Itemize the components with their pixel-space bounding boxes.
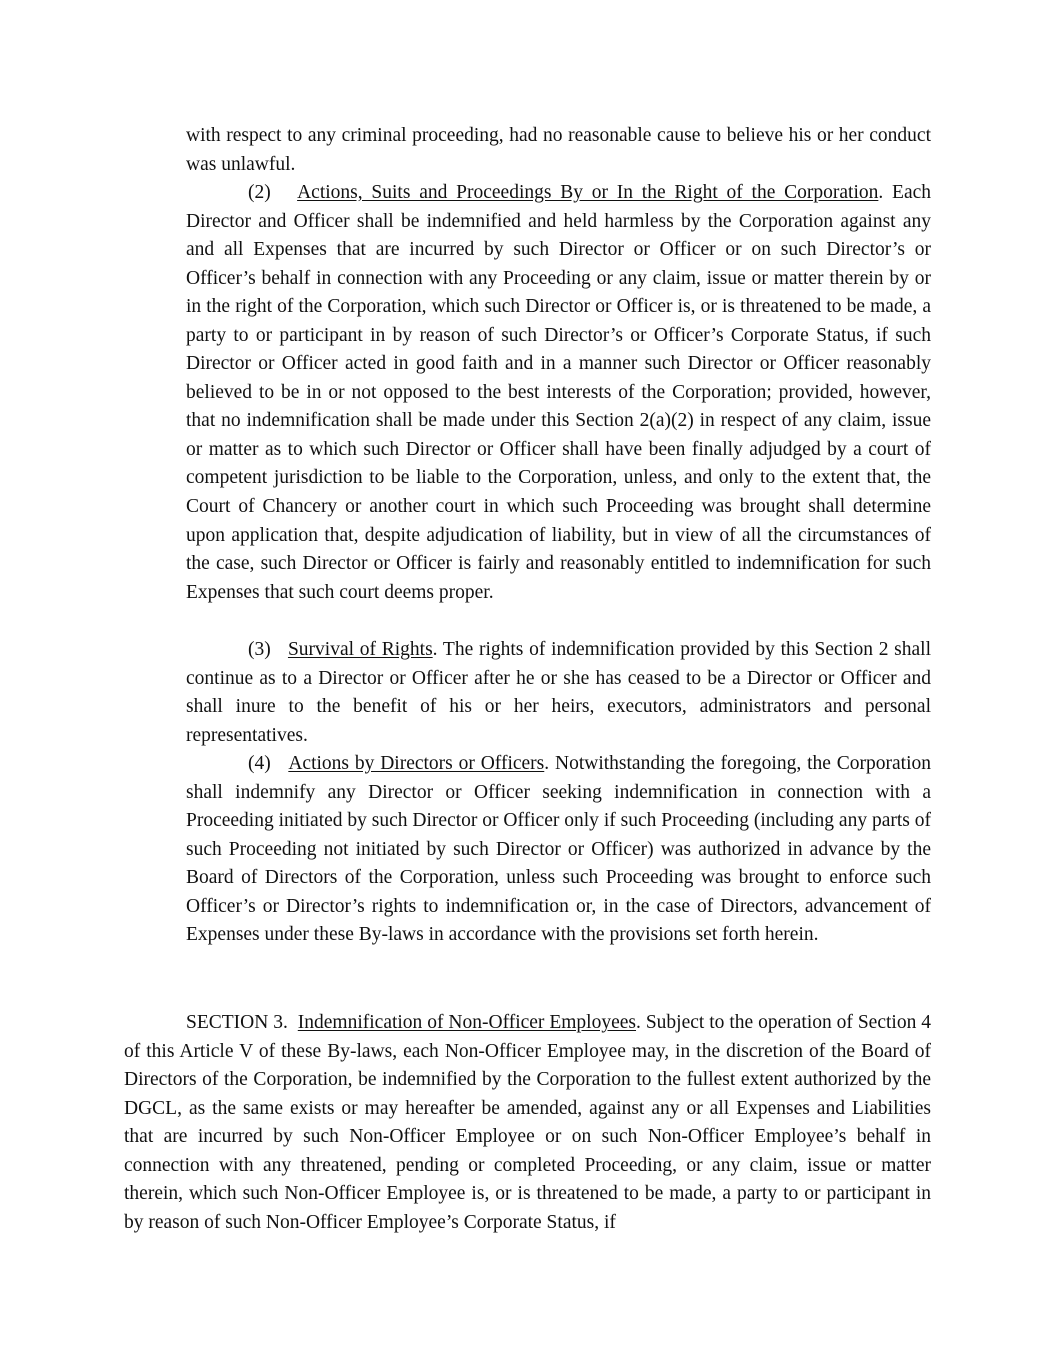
continuation-paragraph: with respect to any criminal proceeding, had no reasonable cause to believe his or her conduct was unlawful.: [186, 125, 931, 175]
paragraph-3-number: (3): [248, 639, 271, 660]
paragraph-4-body: . Notwithstanding the foregoing, the Corporation shall indemnify any Director or Officer seeking indemnification in connection with a Proceeding initiated by such Director or Officer only if such Proceeding (including any parts of such Proceeding not initiated by such Director or Officer) was authorized in advance by the Board of Directors of the Corporation, unless such Proceeding was brought to enforce such Officer’s or Director’s rights to indemnification or, in the case of Directors, advancement of Expenses under these By-laws in accordance with the provisions set forth herein.: [186, 753, 931, 946]
paragraph-2-number: (2): [248, 182, 271, 203]
section-3-heading: Indemnification of Non-Officer Employees: [297, 1012, 637, 1033]
paragraph-4-number: (4): [248, 753, 271, 774]
paragraph-2-heading: Actions, Suits and Proceedings By or In the Right of the Corporation: [297, 182, 879, 203]
paragraph-2-body: . Each Director and Officer shall be indemnified and held harmless by the Corporation against any and all Expenses that are incurred by such Director or Officer or on such Director’s or Officer’s behalf in connection with any Proceeding or any claim, issue or matter therein by or in the right of the Corporation, which such Director or Officer is, or is threatened to be made, a party to or participant in by reason of such Director’s or Officer’s Corporate Status, if such Director or Officer acted in good faith and in a manner such Director or Officer reasonably believed to be in or not opposed to the best interests of the Corporation; provided, however, that no indemnification shall be made under this Section 2(a)(2) in respect of any claim, issue or matter as to which such Director or Officer shall have been finally adjudged by a court of competent jurisdiction to be liable to the Corporation, unless, and only to the extent that, the Court of Chancery or another court in which such Proceeding was brought shall determine upon application that, despite adjudication of liability, but in view of all the circumstances of the case, such Director or Officer is fairly and reasonably entitled to indemnification for such Expenses that such court deems proper.: [186, 182, 931, 603]
section-3-label: SECTION 3.: [186, 1012, 288, 1033]
section-3-paragraph: [124, 1009, 931, 1237]
paragraph-4: [186, 750, 931, 950]
paragraph-3-heading: Survival of Rights: [287, 639, 433, 660]
paragraph-3: [186, 636, 931, 750]
paragraph-2: [186, 179, 931, 607]
section-3-body: . Subject to the operation of Section 4 of this Article V of these By-laws, each Non-Officer Employee may, in the discretion of the Board of Directors of the Corporation, be indemnified by the Corporation to the fullest extent authorized by the DGCL, as the same exists or may hereafter be amended, against any or all Expenses and Liabilities that are incurred by such Non-Officer Employee or on such Non-Officer Employee’s behalf in connection with any threatened, pending or completed Proceeding, or any claim, issue or matter therein, which such Non-Officer Employee is, or is threatened to be made, a party to or participant in by reason of such Non-Officer Employee’s Corporate Status, if: [124, 1012, 932, 1233]
paragraph-3-body: . The rights of indemnification provided by this Section 2 shall continue as to a Director or Officer after he or she has ceased to be a Director or Officer and shall inure to the benefit of his or her heirs, executors, administrators and personal representatives.: [186, 639, 931, 746]
paragraph-4-heading: Actions by Directors or Officers: [288, 753, 545, 774]
